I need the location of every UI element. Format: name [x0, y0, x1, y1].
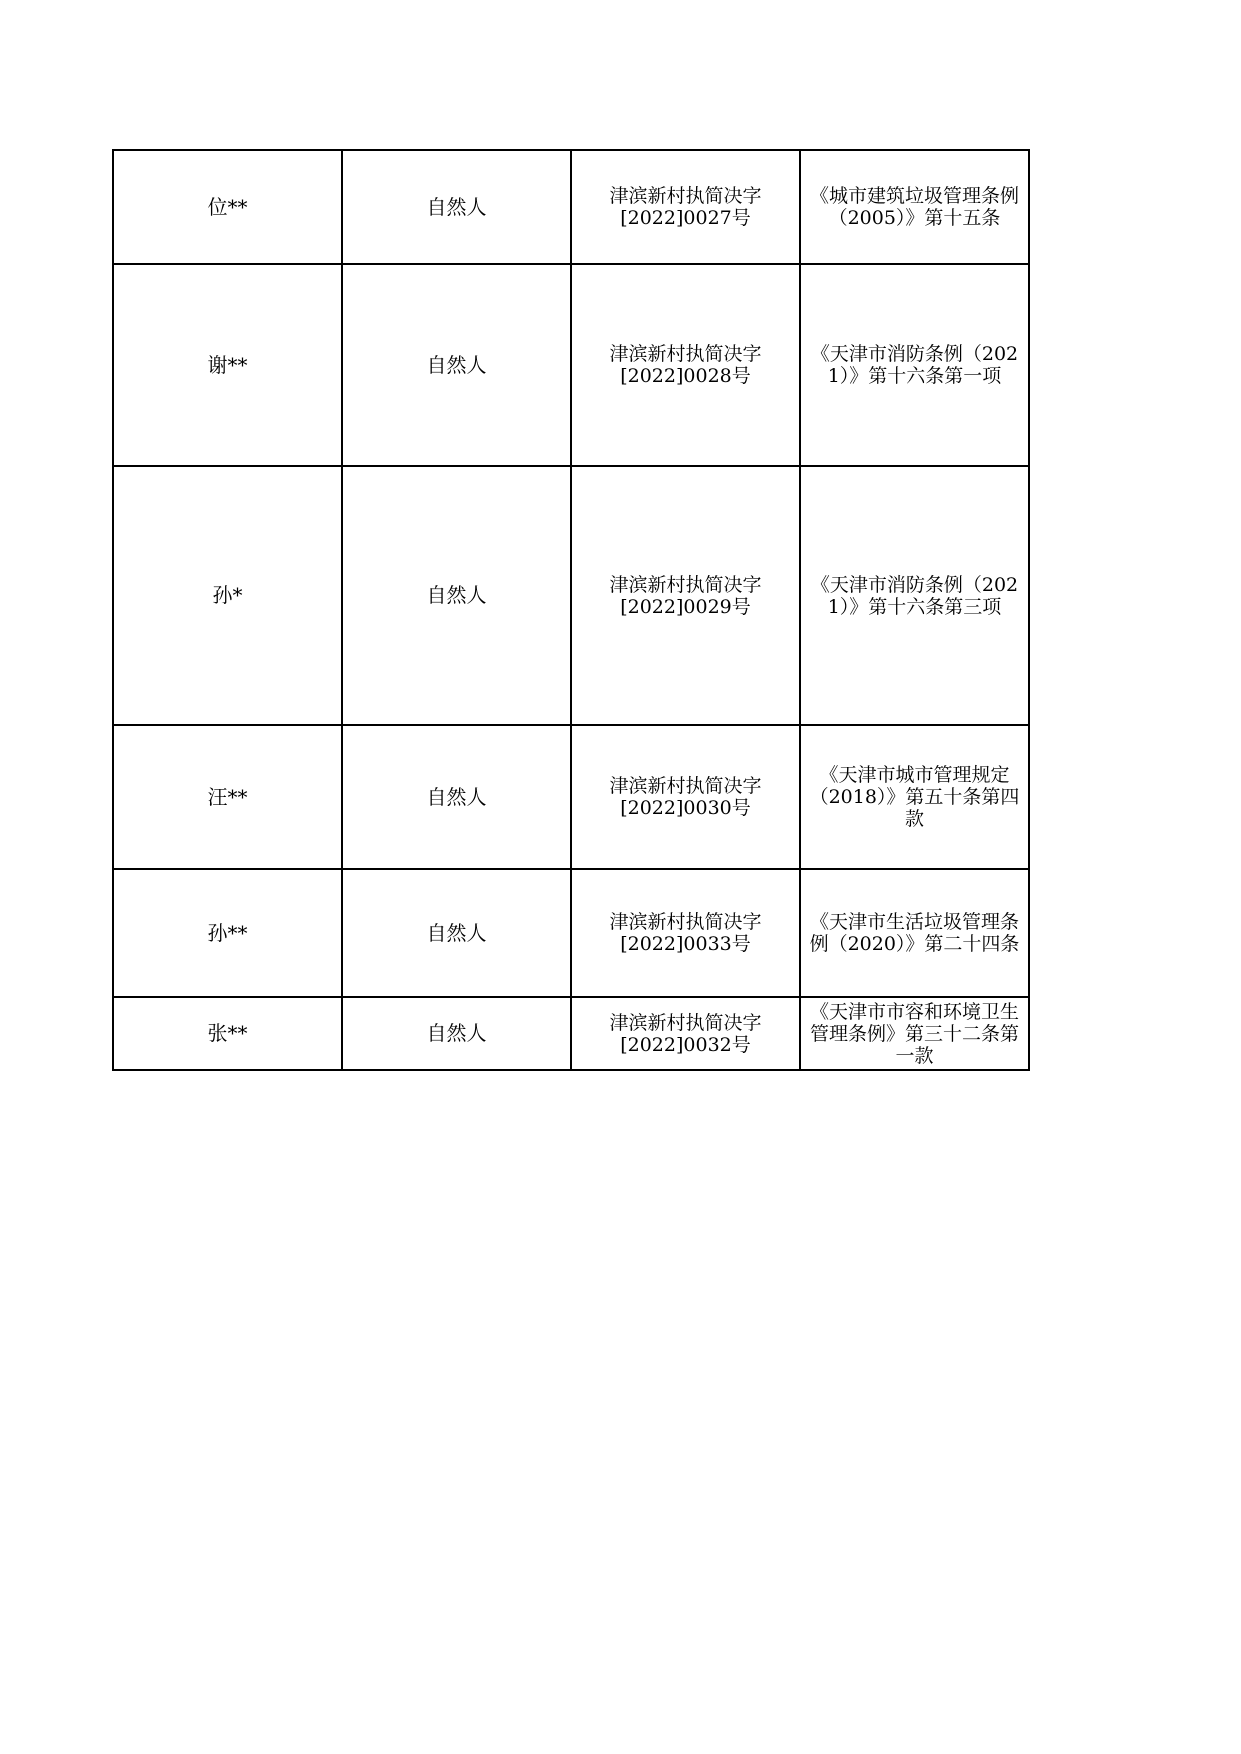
legal-basis-cell: 《天津市生活垃圾管理条例（2020）》第二十四条	[800, 869, 1029, 997]
decision-number-cell	[571, 150, 800, 264]
decision-number-line2: [2022]0029号	[620, 595, 751, 618]
party-type-cell: 自然人	[342, 869, 571, 997]
table-row	[113, 997, 1029, 1070]
legal-basis-cell: 《天津市消防条例（2021）》第十六条第三项	[800, 466, 1029, 725]
decision-number-line1: 津滨新村执简决字	[609, 775, 762, 797]
party-name-cell: 谢**	[113, 264, 342, 466]
decision-number-line2: [2022]0033号	[620, 933, 751, 955]
party-name-cell: 位**	[113, 150, 342, 264]
party-type-cell: 自然人	[342, 997, 571, 1070]
party-name-cell: 孙**	[113, 869, 342, 997]
table-row	[113, 466, 1029, 725]
decision-number-cell	[571, 264, 800, 466]
decision-number-line1: 津滨新村执简决字	[609, 573, 762, 596]
party-type-cell: 自然人	[342, 725, 571, 869]
decision-number-cell	[571, 997, 800, 1070]
table-row	[113, 150, 1029, 264]
party-type-cell: 自然人	[342, 466, 571, 725]
decision-number-line2: [2022]0027号	[620, 207, 751, 229]
table-row	[113, 264, 1029, 466]
decision-number-line2: [2022]0030号	[620, 797, 751, 819]
party-type-cell: 自然人	[342, 264, 571, 466]
legal-basis-cell: 《天津市市容和环境卫生管理条例》第三十二条第一款	[800, 997, 1029, 1070]
party-name-cell: 汪**	[113, 725, 342, 869]
decision-number-line2: [2022]0032号	[620, 1033, 751, 1056]
decision-number-line1: 津滨新村执简决字	[609, 343, 762, 365]
table-row	[113, 869, 1029, 997]
party-name-cell: 张**	[113, 997, 342, 1070]
decision-number-line1: 津滨新村执简决字	[609, 1011, 762, 1034]
decision-number-cell	[571, 869, 800, 997]
legal-basis-cell: 《天津市城市管理规定（2018）》第五十条第四款	[800, 725, 1029, 869]
decision-number-cell	[571, 725, 800, 869]
table-row	[113, 725, 1029, 869]
decision-number-line2: [2022]0028号	[620, 365, 751, 387]
legal-basis-cell: 《城市建筑垃圾管理条例（2005）》第十五条	[800, 150, 1029, 264]
penalty-table	[112, 149, 1030, 1071]
party-type-cell: 自然人	[342, 150, 571, 264]
decision-number-cell	[571, 466, 800, 725]
party-name-cell: 孙*	[113, 466, 342, 725]
decision-number-line1: 津滨新村执简决字	[609, 911, 762, 933]
legal-basis-cell: 《天津市消防条例（2021）》第十六条第一项	[800, 264, 1029, 466]
decision-number-line1: 津滨新村执简决字	[609, 185, 762, 207]
